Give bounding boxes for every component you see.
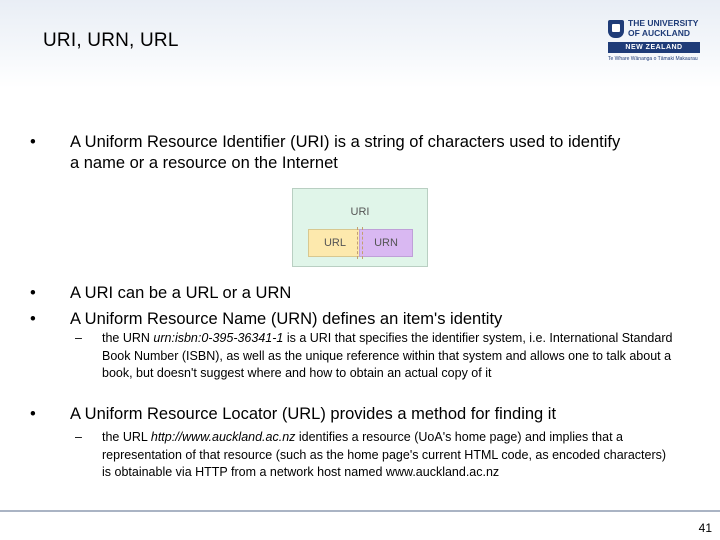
crest-icon (608, 20, 624, 38)
page-number: 41 (698, 521, 712, 535)
bullet-marker: • (30, 284, 36, 302)
bullet-text: A Uniform Resource Locator (URL) provides a method for finding it (70, 405, 557, 423)
sub-bullet-prefix: the URL (102, 430, 151, 444)
sub-bullet-marker: – (75, 331, 82, 345)
urn-example: urn:isbn:0-395-36341-1 (153, 331, 284, 345)
bullet-text-line2: a name or a resource on the Internet (70, 154, 338, 172)
sub-bullet-marker: – (75, 430, 82, 444)
sub-bullet-text: is a URI that specifies the identifier system, i.e. International Standard Book Number (ISBN), as well as the unique reference within that system and allows one to talk about a book, but doesn't suggest where and how to obtain an actual copy of it (102, 331, 673, 380)
sub-bullet-text: identifies a resource (UoA's home page) and implies that a representation of that resource (such as the home page's current HTML code, as encoded characters) is obtainable via HTTP from a network host named www.auckland.ac.nz (102, 430, 667, 479)
footer-divider (0, 510, 720, 512)
slide-title: URI, URN, URL (43, 30, 179, 51)
bullet-text: A Uniform Resource Name (URN) defines an item's identity (70, 310, 503, 328)
bullet-text: A URI can be a URL or a URN (70, 284, 292, 302)
diagram-overlap-region (357, 227, 363, 259)
bullet-text-line1: A Uniform Resource Identifier (URI) is a string of characters used to identify (70, 133, 621, 151)
bullet-marker: • (30, 310, 36, 328)
url-example: http://www.auckland.ac.nz (150, 430, 296, 444)
logo-tagline: Te Whare Wānanga o Tāmaki Makaurau (608, 56, 698, 62)
bullet-marker: • (30, 405, 36, 423)
diagram-url-box: URL (308, 229, 362, 257)
diagram-uri-label: URI (350, 206, 370, 218)
logo-country: NEW ZEALAND (608, 42, 700, 53)
diagram-urn-box: URN (359, 229, 413, 257)
uri-venn-diagram (292, 188, 428, 267)
university-logo (608, 18, 708, 68)
logo-university-name: THE UNIVERSITY OF AUCKLAND (628, 18, 699, 38)
sub-bullet-prefix: the URN (102, 331, 154, 345)
bullet-marker: • (30, 133, 36, 151)
slide-header (0, 0, 720, 88)
